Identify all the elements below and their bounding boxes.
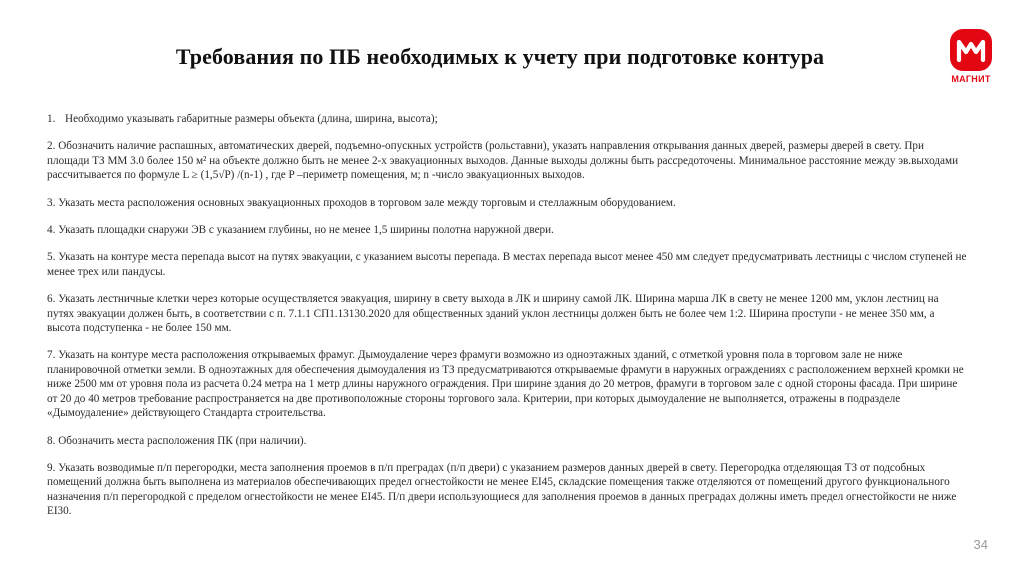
list-item-text: 8. Обозначить места расположения ПК (при наличии). [47, 434, 307, 447]
list-item-text: 3. Указать места расположения основных эвакуационных проходов в торговом зале между торговым и стеллажным оборудованием. [47, 196, 676, 209]
logo-text: МАГНИТ [951, 74, 991, 84]
list-item [47, 112, 967, 126]
requirements-list [47, 112, 967, 532]
list-item-number: 1. [47, 113, 56, 125]
list-item [47, 461, 967, 519]
list-item [47, 223, 967, 237]
list-item-text: 9. Указать возводимые п/п перегородки, места заполнения проемов в п/п преградах (п/п двери) с указанием размеров данных дверей в свету. Перегородка отделяющая ТЗ от подсобных помещений должна быть выполнена из материалов обеспечивающих предел огнестойкости не менее EI45, складские помещения также отделяются от помещений другого функционального назначения п/п перегородкой с пределом огнестойкости не менее EI45. П/п двери использующиеся для заполнения проемов в данных преградах должны иметь предел огнестойкости не ниже EI30. [47, 461, 957, 518]
list-item [47, 434, 967, 448]
list-item [47, 250, 967, 279]
list-item-text: Необходимо указывать габаритные размеры объекта (длина, ширина, высота); [65, 113, 438, 125]
list-item-text: 7. Указать на контуре места расположения открываемых фрамуг. Дымоудаление через фрамуги возможно из одноэтажных зданий, с отметкой уровня пола в торговом зале не ниже планировочной отметки земли. В одноэтажных для обеспечения дымоудаления из ТЗ предусматриваются открываемые фрамуги в наружных ограждениях с расположением верхней кромки не ниже 2500 мм от уровня пола из расчета 0.24 метра на 1 метр длины наружного ограждения. При ширине здания до 20 метров, фрамуги в торговом зале с одной стороны фасада. При ширине от 20 до 40 метров требование распространяется на две противоположные стороны торгового зала. Критерии, при которых дымоудаление не выполняется, отражены в подразделе «Дымоудаление» действующего Стандарта строительства. [47, 349, 964, 420]
magnit-logo [938, 28, 1004, 90]
list-item-text: 5. Указать на контуре места перепада высот на путях эвакуации, с указанием высоты перепада. В местах перепада высот менее 450 мм следует предусматривать лестницы с числом ступеней не менее трех или пандусы. [47, 251, 967, 278]
list-item [47, 139, 967, 182]
list-item [47, 196, 967, 210]
list-item-text: 4. Указать площадки снаружи ЭВ с указанием глубины, но не менее 1,5 ширины полотна наружной двери. [47, 224, 554, 237]
slide-title: Требования по ПБ необходимых к учету при подготовке контура [175, 44, 825, 69]
list-item-text: 6. Указать лестничные клетки через которые осуществляется эвакуация, ширину в свету выхода в ЛК и ширину самой ЛК. Ширина марша ЛК в свету не менее 1200 мм, уклон лестниц на путях эвакуации должен быть, в соответствии с п. 7.1.1 СП1.13130.2020 для общественных зданий уклон лестницы должен быть не более чем 1:2. Ширина проступи - не менее 350 мм, а высота подступенка - не более 150 мм. [47, 293, 939, 335]
list-item [47, 348, 967, 420]
list-item-text: 2. Обозначить наличие распашных, автоматических дверей, подъемно-опускных устройств (рольставни), указать направления открывания данных дверей, размеры дверей в свету. При площади ТЗ ММ 3.0 более 150 м² на объекте должно быть не менее 2-х эвакуационных выходов. Данные выходы должны быть рассредоточены. Минимальное расстояние между эв.выходами рассчитывается по формуле L ≥ (1,5√P) /(n-1) , где P –периметр помещения, м; n -число эвакуационных выходов. [47, 140, 959, 182]
list-item [47, 292, 967, 335]
page-number: 34 [973, 537, 988, 552]
magnit-logo-icon [949, 28, 993, 72]
